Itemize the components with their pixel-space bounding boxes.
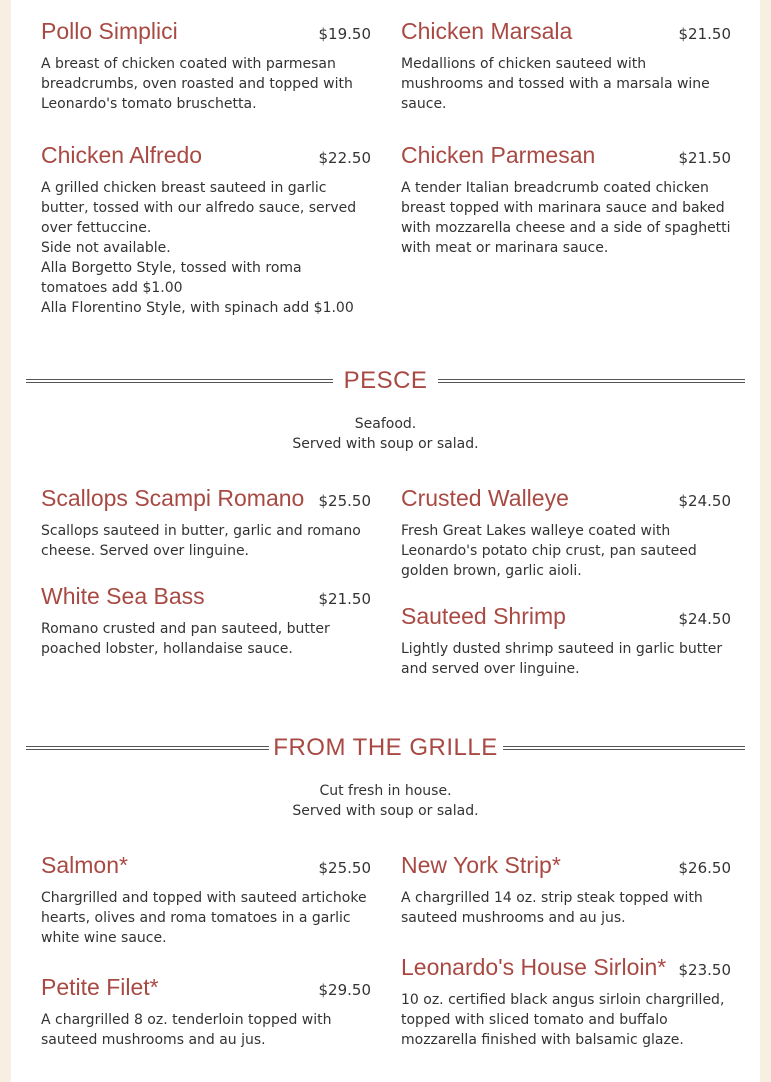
poultry-left-column <box>41 16 371 338</box>
menu-item <box>41 16 371 114</box>
item-description: Scallops sauteed in butter, garlic and romano cheese. Served over linguine. <box>41 523 361 559</box>
menu-item <box>41 140 371 318</box>
section-title: PESCE <box>343 367 428 394</box>
item-name: Chicken Alfredo <box>41 142 203 168</box>
menu-item <box>401 850 731 928</box>
menu-item <box>401 483 731 581</box>
menu-item <box>401 952 731 1050</box>
menu-item <box>401 140 731 258</box>
item-price: $22.50 <box>318 149 371 167</box>
section-subtitle: Seafood. Served with soup or salad. <box>292 416 479 452</box>
item-price: $21.50 <box>678 149 731 167</box>
menu-item <box>41 581 371 659</box>
pesce-grid <box>41 483 731 699</box>
poultry-grid <box>41 16 731 338</box>
item-description: A breast of chicken coated with parmesan breadcrumbs, oven roasted and topped with Leonardo's tomato bruschetta. <box>41 56 353 112</box>
menu-item <box>401 601 731 679</box>
section-subtitle: Cut fresh in house. Served with soup or salad. <box>292 783 479 819</box>
item-name: White Sea Bass <box>41 583 205 609</box>
item-name: Chicken Marsala <box>401 18 573 44</box>
item-name: Scallops Scampi Romano <box>41 485 305 511</box>
item-description: Romano crusted and pan sauteed, butter poached lobster, hollandaise sauce. <box>41 621 330 657</box>
item-price: $21.50 <box>678 25 731 43</box>
grille-grid <box>41 850 731 1070</box>
item-price: $21.50 <box>318 590 371 608</box>
item-description: A chargrilled 8 oz. tenderloin topped with sauteed mushrooms and au jus. <box>41 1012 332 1048</box>
pesce-right-column <box>401 483 731 699</box>
item-description: Medallions of chicken sauteed with mushrooms and tossed with a marsala wine sauce. <box>401 56 710 112</box>
pesce-left-column <box>41 483 371 699</box>
item-price: $25.50 <box>318 859 371 877</box>
menu-item <box>41 850 371 948</box>
item-price: $25.50 <box>318 492 371 510</box>
section-header-pesce <box>26 366 745 396</box>
item-description: A chargrilled 14 oz. strip steak topped with sauteed mushrooms and au jus. <box>401 890 703 926</box>
item-description: Chargrilled and topped with sauteed artichoke hearts, olives and roma tomatoes in a garlic white wine sauce. <box>41 890 367 946</box>
item-price: $19.50 <box>318 25 371 43</box>
item-name: Salmon* <box>41 852 128 878</box>
menu-item <box>41 483 371 561</box>
section-title: FROM THE GRILLE <box>273 734 498 761</box>
item-name: Leonardo's House Sirloin* <box>401 954 667 980</box>
item-name: New York Strip* <box>401 852 561 878</box>
menu-item <box>401 16 731 114</box>
item-price: $24.50 <box>678 492 731 510</box>
item-description: A grilled chicken breast sauteed in garlic butter, tossed with our alfredo sauce, served over fettuccine. Side not available. Alla Borgetto Style, tossed with roma tomatoes add $1.00 Alla Florentino Style, with spinach add $1.00 <box>41 180 357 316</box>
item-description: A tender Italian breadcrumb coated chicken breast topped with marinara sauce and baked with mozzarella cheese and a side of spaghetti with meat or marinara sauce. <box>401 180 731 256</box>
item-description: 10 oz. certified black angus sirloin chargrilled, topped with sliced tomato and buffalo mozzarella finished with balsamic glaze. <box>401 992 725 1048</box>
item-name: Chicken Parmesan <box>401 142 596 168</box>
section-header-grille <box>26 733 745 763</box>
item-name: Crusted Walleye <box>401 485 569 511</box>
item-name: Pollo Simplici <box>41 18 178 44</box>
item-price: $24.50 <box>678 610 731 628</box>
item-price: $23.50 <box>678 961 731 979</box>
poultry-right-column <box>401 16 731 338</box>
item-price: $29.50 <box>318 981 371 999</box>
item-description: Fresh Great Lakes walleye coated with Leonardo's potato chip crust, pan sauteed golden brown, garlic aioli. <box>401 523 697 579</box>
item-name: Petite Filet* <box>41 974 159 1000</box>
grille-left-column <box>41 850 371 1070</box>
item-description: Lightly dusted shrimp sauteed in garlic butter and served over linguine. <box>401 641 723 677</box>
grille-right-column <box>401 850 731 1070</box>
menu-page <box>11 0 760 1082</box>
menu-item <box>41 972 371 1050</box>
item-price: $26.50 <box>678 859 731 877</box>
item-name: Sauteed Shrimp <box>401 603 566 629</box>
